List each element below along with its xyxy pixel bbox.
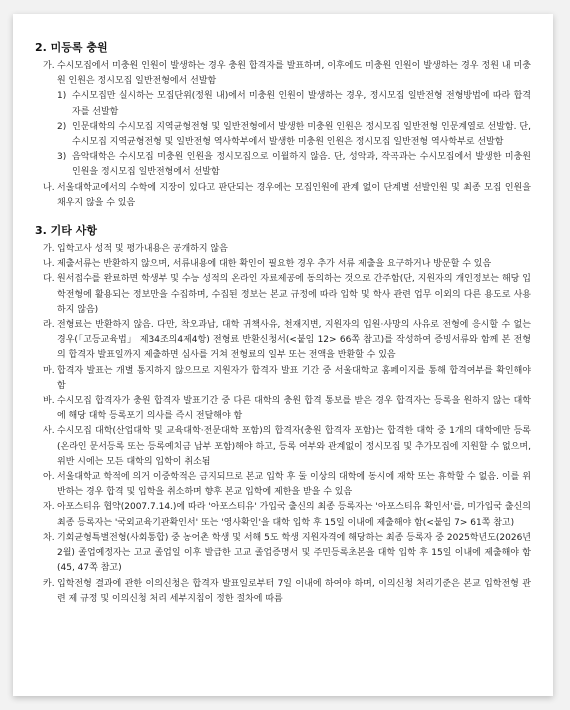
sub-list-item: 3) 음악대학은 수시모집 미충원 인원을 정시모집으로 이월하지 않음. 단, 성악과, 작곡과는 수시모집에서 발생한 미충원 인원을 정시모집 일반전형에서 선발함 — [57, 152, 531, 178]
list-item: 마. 합격자 발표는 개별 통지하지 않으므로 지원자가 합격자 발표 기간 중 서울대학교 홈페이지를 통해 합격여부를 확인해야 함 — [43, 365, 531, 391]
list-item: 아. 서울대학교 학적에 의거 이중학적은 금지되므로 본교 입학 후 둘 이상의 대학에 동시에 재학 또는 휴학할 수 없음. 이를 위반하는 경우 합격 및 입학을 취소하며 향후 본교 입학에 제한을 받을 수 있음 — [43, 472, 531, 498]
list-item: 가. 수시모집에서 미충원 인원이 발생하는 경우 충원 합격자를 발표하며, 이후에도 미충원 인원이 발생하는 경우 정원 내 미충원 인원은 정시모집 일반전형에서 선발함 — [43, 61, 531, 87]
list-item: 자. 아포스티유 협약(2007.7.14.)에 따라 '아포스티유' 가입국 출신의 최종 등록자는 '아포스티유 확인서'를, 미가입국 출신의 최종 등록자는 '국외교육기관확인서' 또는 '영사확인'을 대학 입학 후 15일 이내에 제출해야 함(<붙임 7> 61쪽 참고) — [43, 502, 531, 528]
list-item: 바. 수시모집 합격자가 충원 합격자 발표기간 중 다른 대학의 충원 합격 통보를 받은 경우 합격자는 등록을 원하지 않는 대학에 해당 대학 등록포기 의사를 즉시 전달해야 함 — [43, 396, 531, 422]
list-item: 사. 수시모집 대학(산업대학 및 교육대학·전문대학 포함)의 합격자(충원 합격자 포함)는 합격한 대학 중 1개의 대학에만 등록(온라인 문서등록 또는 등록예치금 납부 포함)해야 하고, 등록 여부와 관계없이 정시모집 및 추가모집에 지원할 수 없으며, 위반 시에는 모든 대학의 입학이 취소됨 — [43, 426, 531, 467]
list-item: 나. 제출서류는 반환하지 않으며, 서류내용에 대한 확인이 필요한 경우 추가 서류 제출을 요구하거나 방문할 수 있음 — [43, 259, 492, 270]
list-item: 차. 기회균형특별전형(사회통합) 중 농어촌 학생 및 서해 5도 학생 지원자격에 해당하는 최종 등록자 중 2025학년도(2026년 2월) 졸업예정자는 고교 졸업일 이후 발급한 고교 졸업증명서 및 주민등록초본을 대학 입학 후 15일 이내에 제출해야 함(45, 47쪽 참고) — [43, 532, 531, 574]
list-item: 라. 전형료는 반환하지 않음. 다만, 착오과납, 대학 귀책사유, 천재지변, 지원자의 입원·사망의 사유로 전형에 응시할 수 없는 경우(「고등교육법」 제34조의4제4항) 전형료 반환신청서(<붙임 12> 66쪽 참고)를 작성하여 증빙서류와 함께 본 전형의 합격자 발표일까지 제출하면 심사를 거쳐 전형료의 일부 또는 전액을 반환할 수 있음 — [43, 320, 531, 361]
section-title-unfilled-quota: 2. 미등록 충원 — [35, 41, 108, 54]
list-item: 다. 원서접수를 완료하면 학생부 및 수능 성적의 온라인 자료제공에 동의하는 것으로 간주함(단, 지원자의 개인정보는 해당 입학전형에 활용되는 정보만을 수집하며, 수집된 정보는 본교 규정에 따라 입학 및 학사 관련 업무 이외의 다른 용도로 사용하지 않음) — [43, 274, 531, 315]
list-item: 나. 서울대학교에서의 수학에 지장이 있다고 판단되는 경우에는 모집인원에 관계 없이 단계별 선발인원 및 최종 모집 인원을 채우지 않을 수 있음 — [43, 182, 531, 208]
list-item: 카. 입학전형 결과에 관한 이의신청은 합격자 발표일로부터 7일 이내에 하여야 하며, 이의신청 처리기준은 본교 입학전형 관련 제 규정 및 이의신청 처리 세부지침이 정한 절차에 따름 — [43, 578, 531, 604]
list-item: 가. 입학고사 성적 및 평가내용은 공개하지 않음 — [43, 244, 228, 255]
sub-list-item: 1) 수시모집만 실시하는 모집단위(정원 내)에서 미충원 인원이 발생하는 경우, 정시모집 일반전형 전형방법에 따라 합격자를 선발함 — [57, 91, 531, 117]
sub-list-item: 2) 인문대학의 수시모집 지역균형전형 및 일반전형에서 발생한 미충원 인원은 정시모집 일반전형 인문계열로 선발함. 단, 수시모집 지역균형전형 및 일반전형 역사학부에서 발생한 미충원 인원은 정시모집 일반전형 역사학부로 선발함 — [57, 121, 531, 148]
document-page — [13, 14, 553, 696]
section-title-other-matters: 3. 기타 사항 — [35, 224, 97, 238]
